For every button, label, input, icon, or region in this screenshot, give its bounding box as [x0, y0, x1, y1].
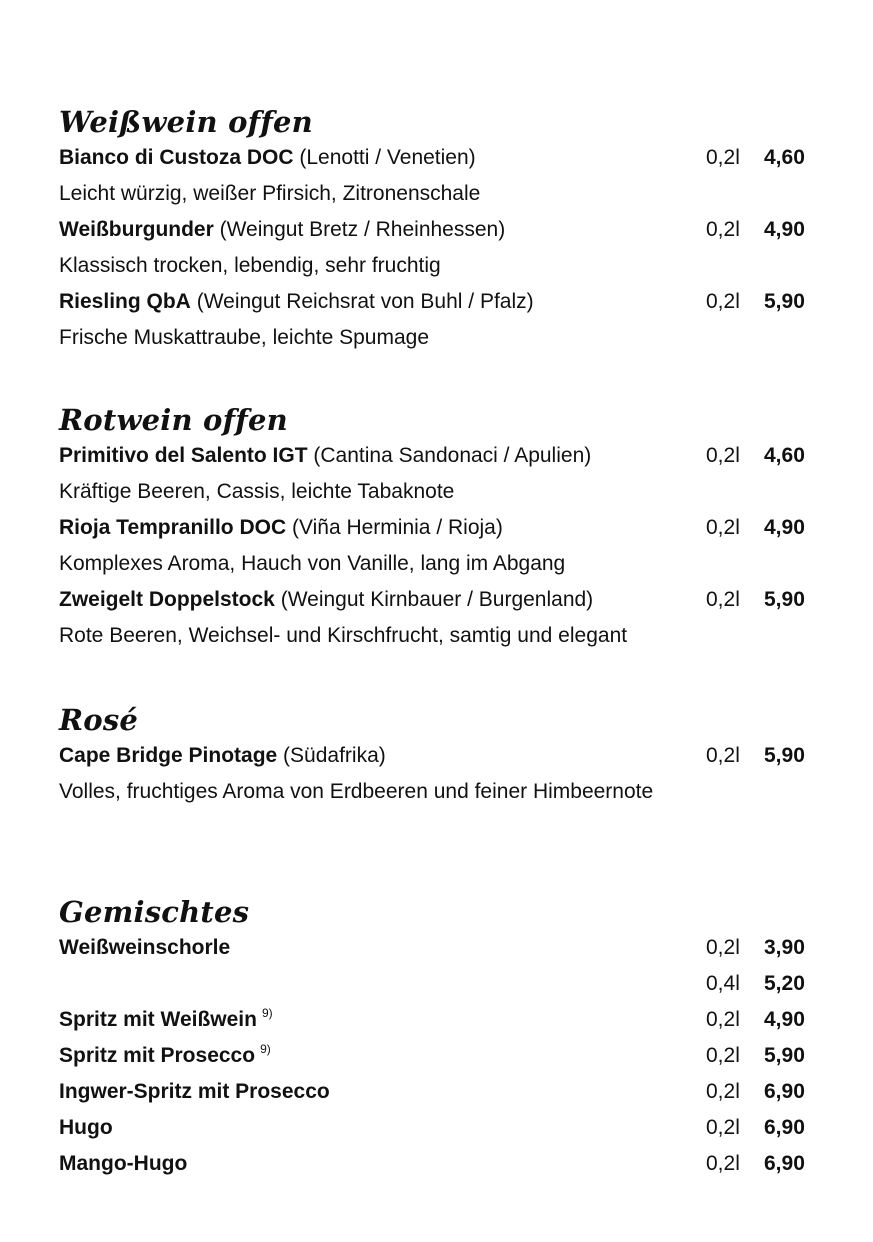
item-origin: (Südafrika): [283, 744, 386, 767]
item-price: 4,90: [764, 516, 805, 539]
item-description: Klassisch trocken, lebendig, sehr fruchtig: [59, 254, 441, 277]
item-description-row: [59, 774, 819, 810]
item-name: Cape Bridge Pinotage: [59, 744, 278, 767]
section-title: Gemischtes: [59, 895, 250, 929]
item-description: Frische Muskattraube, leichte Spumage: [59, 326, 430, 349]
item-name: Primitivo del Salento IGT: [59, 444, 308, 467]
item-description: Komplexes Aroma, Hauch von Vanille, lang im Abgang: [59, 552, 566, 575]
item-price: 6,90: [764, 1152, 805, 1175]
item-price: 3,90: [764, 936, 805, 959]
item-volume: 0,2l: [706, 1044, 740, 1067]
item-name: Weißweinschorle: [59, 936, 231, 959]
item-volume: 0,2l: [706, 516, 740, 539]
item-name: Bianco di Custoza DOC: [59, 146, 294, 169]
item-price: 6,90: [764, 1116, 805, 1139]
item-origin: (Weingut Kirnbauer / Burgenland): [280, 588, 594, 611]
item-volume: 0,2l: [706, 588, 740, 611]
item-name: Spritz mit Prosecco: [59, 1044, 256, 1067]
menu-item: [59, 1146, 819, 1182]
menu-item: [59, 930, 819, 966]
item-price: 6,90: [764, 1080, 805, 1103]
item-volume: 0,4l: [706, 972, 740, 995]
item-volume: 0,2l: [706, 936, 740, 959]
item-price: 5,90: [764, 744, 805, 767]
menu-item: [59, 1074, 819, 1110]
section-red-wine: [59, 402, 819, 654]
item-description-row: [59, 474, 819, 510]
item-volume: 0,2l: [706, 290, 740, 313]
section-mixed: [59, 894, 819, 1182]
item-volume: 0,2l: [706, 1116, 740, 1139]
item-price: 5,90: [764, 588, 805, 611]
item-volume: 0,2l: [706, 146, 740, 169]
item-description-row: [59, 248, 819, 284]
section-title: Rotwein offen: [59, 403, 288, 437]
section-white-wine: [59, 104, 819, 356]
menu-item: [59, 212, 819, 248]
item-description-row: [59, 176, 819, 212]
item-price: 4,60: [764, 444, 805, 467]
item-footnote: 9): [260, 1042, 271, 1056]
item-origin: (Weingut Bretz / Rheinhessen): [219, 218, 506, 241]
item-price: 4,60: [764, 146, 805, 169]
menu-item: [59, 1038, 819, 1074]
item-origin: (Cantina Sandonaci / Apulien): [313, 444, 592, 467]
item-price: 4,90: [764, 218, 805, 241]
item-price: 5,90: [764, 290, 805, 313]
section-title: Rosé: [59, 703, 139, 737]
item-name: Spritz mit Weißwein: [59, 1008, 257, 1031]
item-volume: 0,2l: [706, 444, 740, 467]
item-description-row: [59, 546, 819, 582]
item-price: 4,90: [764, 1008, 805, 1031]
item-name: Rioja Tempranillo DOC: [59, 516, 287, 539]
item-footnote: 9): [261, 1006, 273, 1020]
item-description: Volles, fruchtiges Aroma von Erdbeeren und feiner Himbeernote: [59, 780, 654, 803]
item-name: Mango-Hugo: [59, 1152, 188, 1175]
item-origin: (Viña Herminia / Rioja): [291, 516, 503, 539]
item-origin: (Lenotti / Venetien): [299, 146, 476, 169]
item-name: Ingwer-Spritz mit Prosecco: [59, 1080, 330, 1103]
item-volume: 0,2l: [706, 218, 740, 241]
item-description-row: [59, 320, 819, 356]
menu-item: [59, 438, 819, 474]
item-volume: 0,2l: [706, 1008, 740, 1031]
item-price: 5,90: [764, 1044, 805, 1067]
section-rose: [59, 702, 819, 810]
section-title: Weißwein offen: [59, 105, 313, 139]
menu-item: [59, 140, 819, 176]
menu-item: [59, 1110, 819, 1146]
item-name: Weißburgunder: [59, 218, 214, 241]
item-volume: 0,2l: [706, 1080, 740, 1103]
item-volume: 0,2l: [706, 1152, 740, 1175]
item-name: Hugo: [59, 1116, 113, 1139]
item-volume: 0,2l: [706, 744, 740, 767]
item-description: Rote Beeren, Weichsel- und Kirschfrucht, samtig und elegant: [59, 624, 628, 647]
item-price: 5,20: [764, 972, 805, 995]
menu-item: [59, 284, 819, 320]
item-origin: (Weingut Reichsrat von Buhl / Pfalz): [196, 290, 534, 313]
menu-item: [59, 966, 819, 1002]
menu-item: [59, 510, 819, 546]
item-name: Zweigelt Doppelstock: [59, 588, 275, 611]
item-description: Kräftige Beeren, Cassis, leichte Tabaknote: [59, 480, 455, 503]
menu-item: [59, 738, 819, 774]
item-description: Leicht würzig, weißer Pfirsich, Zitronenschale: [59, 182, 481, 205]
item-name: Riesling QbA: [59, 290, 191, 313]
item-description-row: [59, 618, 819, 654]
menu-item: [59, 1002, 819, 1038]
menu-item: [59, 582, 819, 618]
